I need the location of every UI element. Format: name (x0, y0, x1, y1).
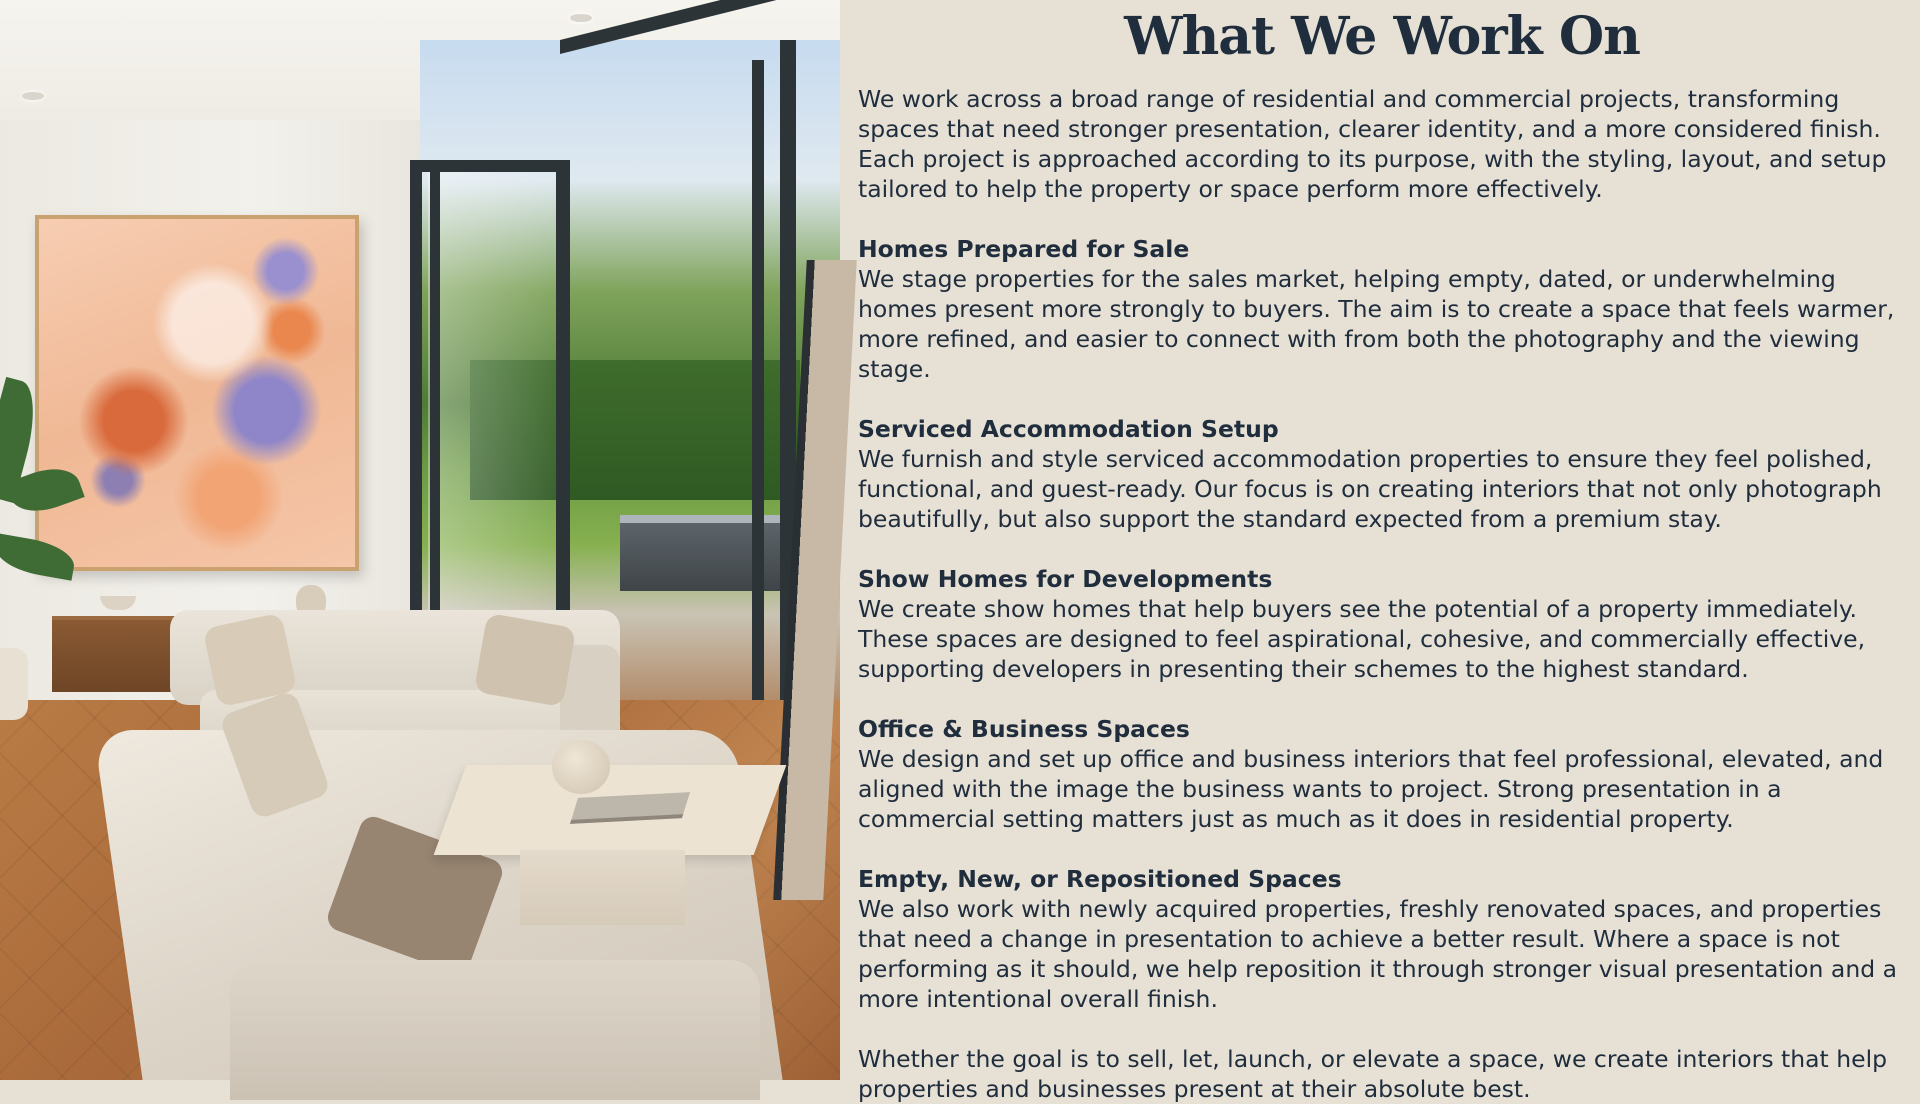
coffee-table-base (520, 850, 685, 925)
table-vase (552, 740, 610, 794)
section-heading: Empty, New, or Repositioned Spaces (858, 865, 1342, 893)
section-body: We also work with newly acquired properties, freshly renovated spaces, and properties that need a change in presentation to achieve a better result. Where a space is not performing as it should, we help reposition it through stronger visual presentation and a more intentional overall finish. (858, 895, 1898, 1013)
section-serviced-accommodation (858, 414, 1906, 534)
door-frame (752, 60, 764, 780)
door-frame (430, 170, 440, 610)
section-heading: Homes Prepared for Sale (858, 235, 1190, 263)
section-body: We create show homes that help buyers see the potential of a property immediately. These spaces are designed to feel aspirational, cohesive, and commercially effective, supporting developers in presenting their schemes to the highest standard. (858, 595, 1866, 683)
section-heading: Show Homes for Developments (858, 565, 1273, 593)
ceiling-downlight (22, 92, 44, 100)
section-homes-for-sale (858, 234, 1906, 384)
plant-pot (0, 648, 28, 720)
section-empty-new-repositioned (858, 864, 1906, 1014)
section-body: We stage properties for the sales market, helping empty, dated, or underwhelming homes present more strongly to buyers. The aim is to create a space that feels warmer, more refined, and easier to connect with from both the photography and the viewing stage. (858, 265, 1895, 383)
living-room-photo (0, 0, 840, 1080)
section-show-homes (858, 564, 1906, 684)
wall-painting (35, 215, 359, 571)
door-frame (556, 170, 570, 640)
section-office-business (858, 714, 1906, 834)
content-panel (840, 0, 1920, 1103)
closing-paragraph: Whether the goal is to sell, let, launch, or elevate a space, we create interiors that help properties and businesses present at their absolute best. (858, 1045, 1888, 1103)
door-frame (410, 160, 422, 610)
section-heading: Serviced Accommodation Setup (858, 415, 1279, 443)
door-frame (410, 160, 570, 172)
abstract-artwork (39, 219, 355, 567)
sofa-cushion (474, 613, 577, 707)
page-title: What We Work On (1124, 6, 1640, 67)
glass-door-reflection (428, 170, 558, 630)
intro-paragraph: We work across a broad range of residential and commercial projects, transforming spaces that need stronger presentation, clearer identity, and a more considered finish. Each project is approached according to its purpose, with the styling, layout, and setup tailored to help the property or space perform more effectively. (858, 85, 1887, 203)
ceiling-downlight (570, 14, 592, 22)
section-body: We furnish and style serviced accommodation properties to ensure they feel polished, functional, and guest-ready. Our focus is on creating interiors that not only photograph beautifully, but also support the standard expected from a premium stay. (858, 445, 1882, 533)
hot-tub (620, 515, 795, 591)
sofa-front (230, 960, 760, 1100)
section-heading: Office & Business Spaces (858, 715, 1190, 743)
section-body: We design and set up office and business interiors that feel professional, elevated, and aligned with the image the business wants to project. Strong presentation in a commercial setting matters just as much as it does in residential property. (858, 745, 1884, 833)
